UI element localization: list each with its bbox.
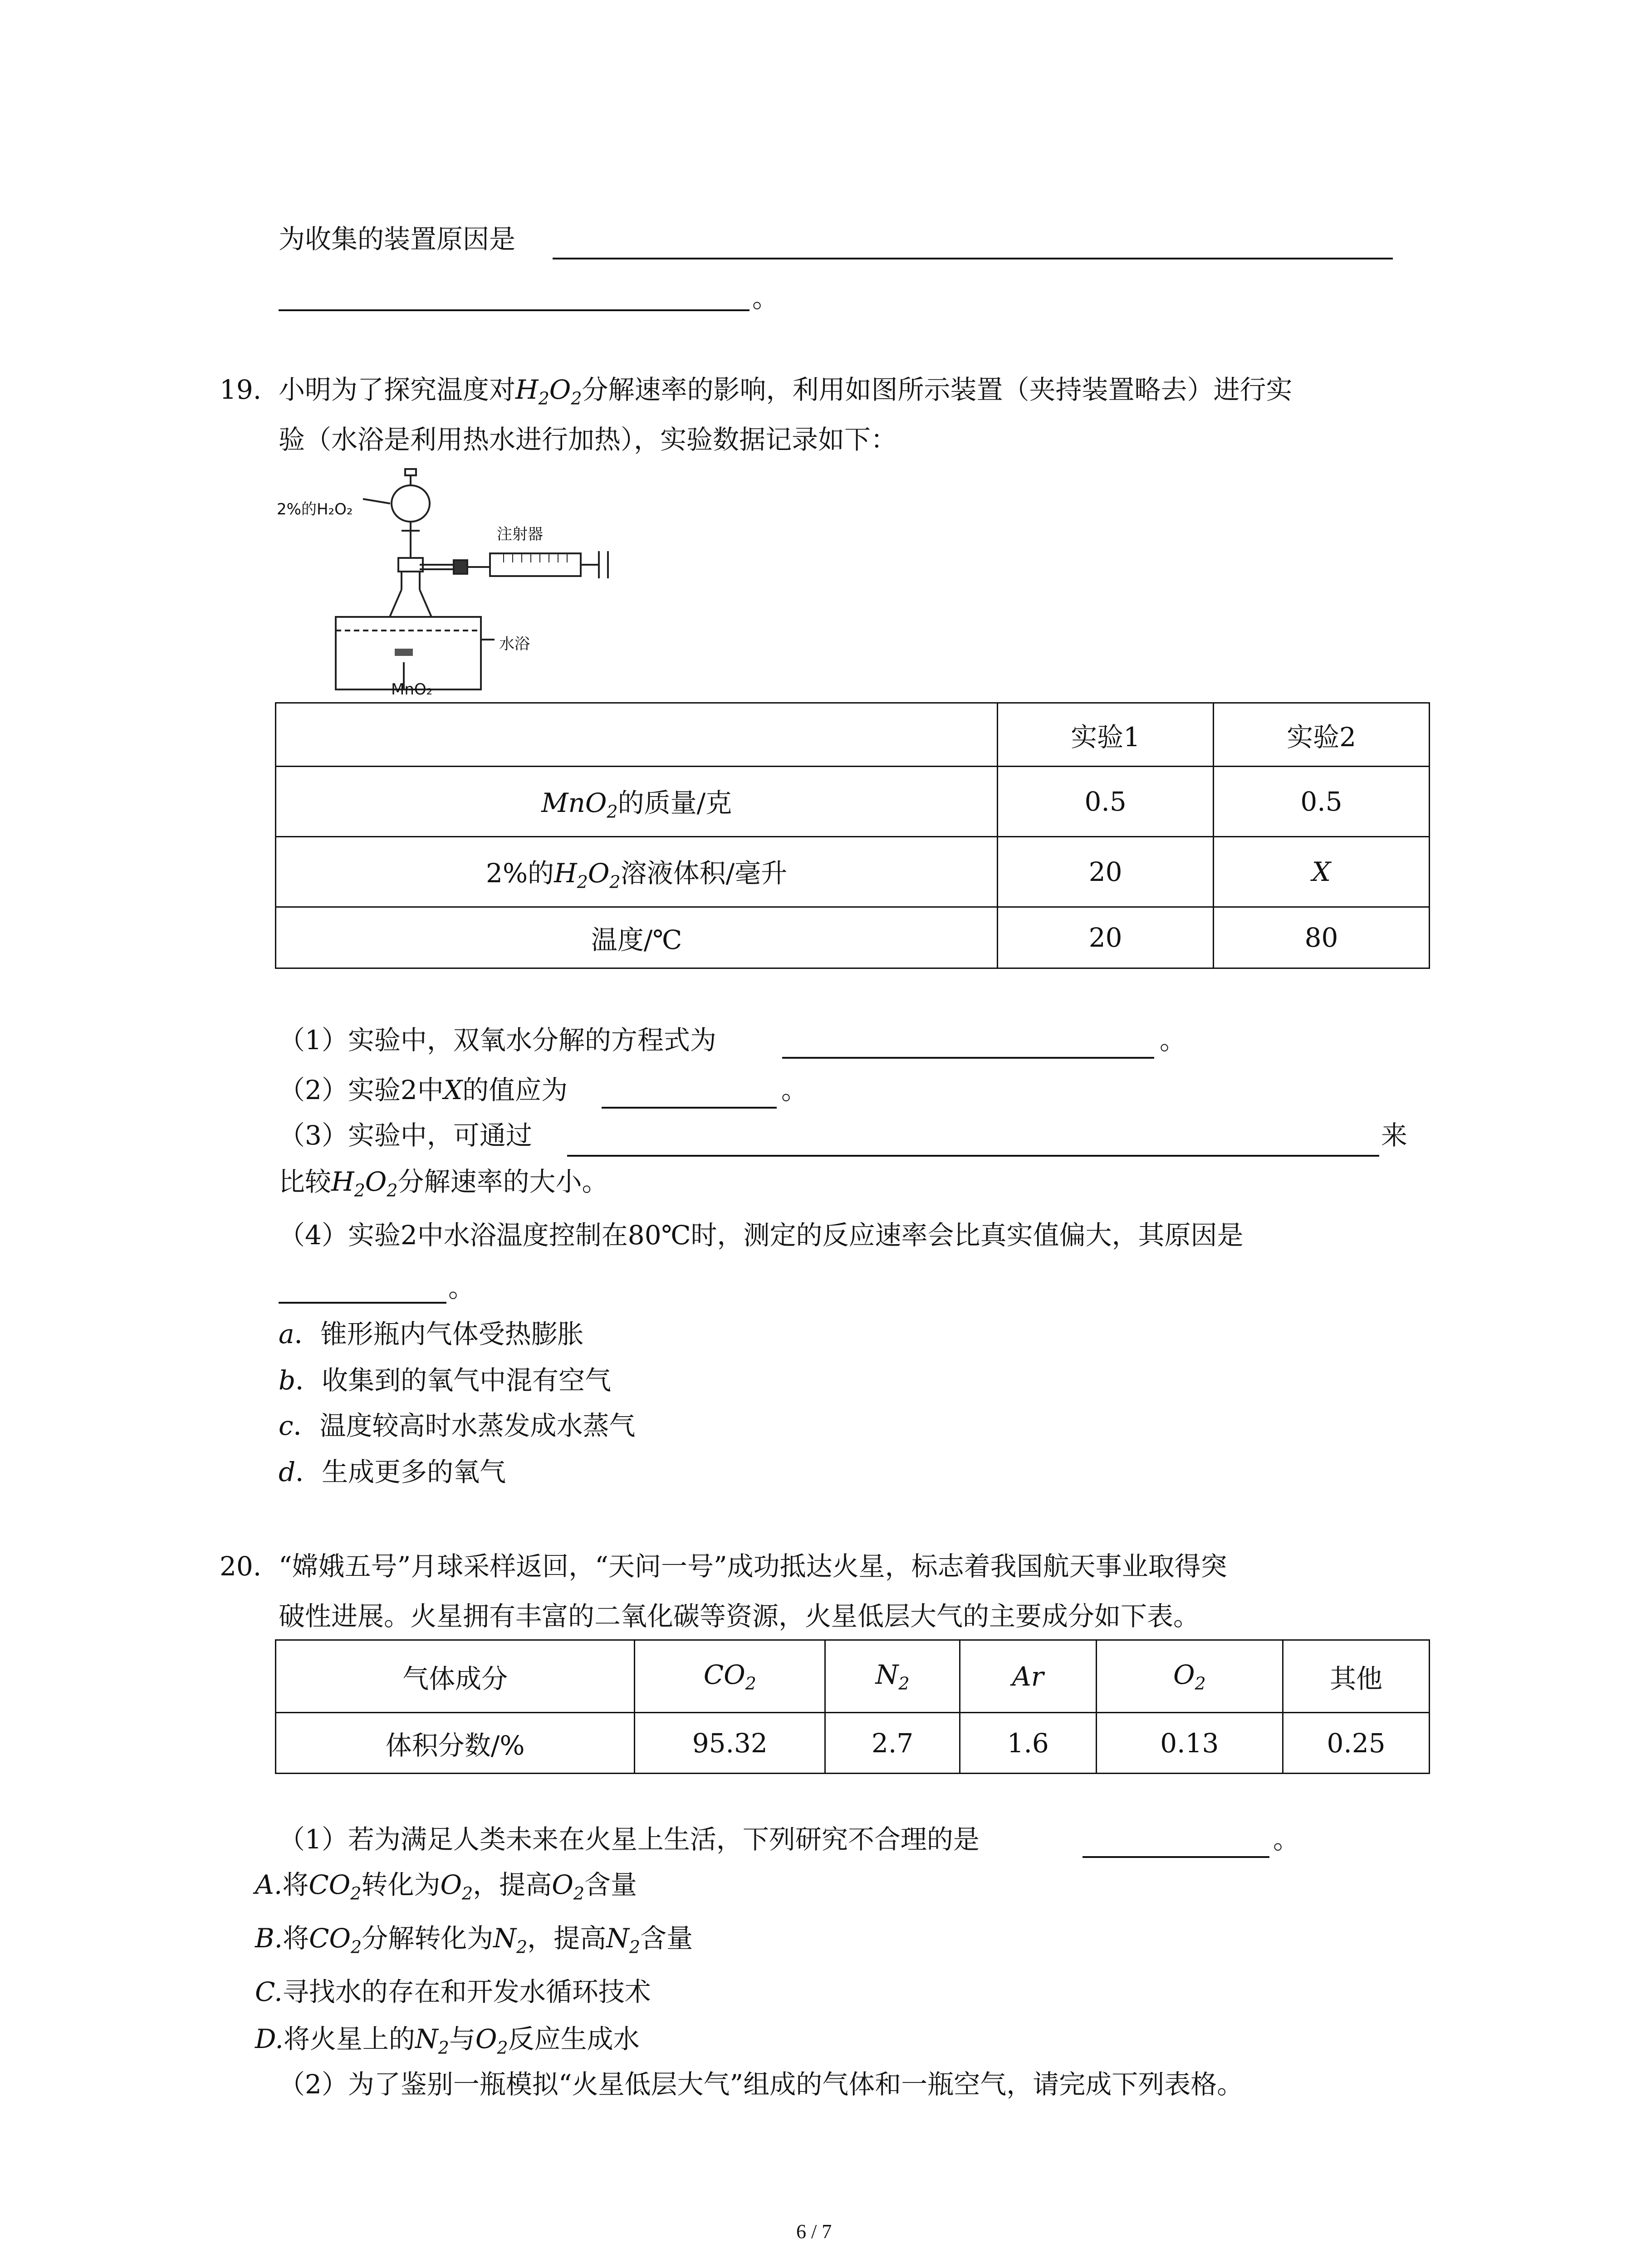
option-d: d．生成更多的氧气 — [279, 1457, 506, 1487]
q19-sub4-end: 。 — [448, 1272, 475, 1303]
page-number: 6 / 7 — [796, 2220, 832, 2243]
q19-sub1-end: 。 — [1160, 1025, 1186, 1056]
table-row-label: 温度/℃ — [276, 907, 998, 968]
table-header-cell: 实验2 — [1214, 703, 1430, 767]
var-x: X — [443, 1075, 463, 1105]
q19-sub4: （4）实验2中水浴温度控制在80℃时，测定的反应速率会比真实值偏大，其原因是 — [279, 1220, 1244, 1251]
formula-h2o2: $H_2O_2$ — [331, 1166, 398, 1201]
table-cell: 20 — [998, 907, 1214, 968]
option-c: c．温度较高时水蒸发成水蒸气 — [279, 1410, 636, 1441]
answer-blank-q18-b[interactable] — [279, 309, 749, 311]
q19-data-table — [275, 702, 1430, 969]
answer-blank-q19-1[interactable] — [782, 1057, 1154, 1059]
table-row-label: 2%的$H_2O_2$溶液体积/毫升 — [276, 837, 998, 907]
q20-sub1: （1）若为满足人类未来在火星上生活，下列研究不合理的是 — [279, 1824, 980, 1855]
table-cell: 95.32 — [635, 1713, 825, 1774]
option-b: b．收集到的氧气中混有空气 — [279, 1365, 612, 1396]
table-cell: 0.5 — [1214, 767, 1430, 837]
table-header-row — [276, 703, 1430, 767]
table-row — [276, 837, 1430, 907]
table-cell: 20 — [998, 837, 1214, 907]
table-cell: 0.13 — [1096, 1713, 1283, 1774]
label-syringe: 注射器 — [497, 525, 543, 543]
table-cell: 0.25 — [1283, 1713, 1430, 1774]
table-header-row — [276, 1640, 1430, 1713]
table-header-cell: $O_2$ — [1096, 1640, 1283, 1713]
table-cell: 1.6 — [960, 1713, 1096, 1774]
q20-sub1-end: 。 — [1273, 1824, 1300, 1855]
q19-sub3-end: 来 — [1381, 1120, 1408, 1151]
table-row — [276, 907, 1430, 968]
q19-number: 19. — [220, 374, 262, 405]
q18-end-mark: 。 — [752, 283, 779, 313]
q19-sub3-line2: 比较$H_2O_2$分解速率的大小。 — [279, 1166, 608, 1201]
choice-d: D.将火星上的$N_2$与$O_2$反应生成水 — [255, 2024, 640, 2058]
table-row — [276, 1713, 1430, 1774]
q20-sub2: （2）为了鉴别一瓶模拟“火星低层大气”组成的气体和一瓶空气，请完成下列表格。 — [279, 2069, 1244, 2100]
q18-tail-line1: 为收集的装置原因是 — [279, 224, 516, 254]
q19-sub2-end: 。 — [781, 1075, 808, 1105]
q19-sub3: （3）实验中，可通过 — [279, 1120, 532, 1151]
table-cell: 2.7 — [825, 1713, 960, 1774]
label-h2o2: 2%的H₂O₂ — [277, 500, 353, 518]
q20-stem-line1: “嫦娥五号”月球采样返回，“天问一号”成功抵达火星，标志着我国航天事业取得突 — [279, 1551, 1227, 1582]
choice-b: B.将$CO_2$分解转化为$N_2$，提高$N_2$含量 — [255, 1923, 693, 1957]
answer-blank-q19-3[interactable] — [567, 1155, 1379, 1157]
table-header-cell — [276, 703, 998, 767]
formula-mno2: MnO$_2$ — [541, 787, 618, 822]
answer-blank-q19-4[interactable] — [279, 1302, 446, 1304]
answer-blank-q19-2[interactable] — [602, 1107, 777, 1109]
choice-a: A.将$CO_2$转化为$O_2$，提高$O_2$含量 — [255, 1869, 637, 1904]
table-header-cell: $N_2$ — [825, 1640, 960, 1713]
choice-c: C.寻找水的存在和开发水循环技术 — [255, 1976, 651, 2007]
table-header-cell: Ar — [960, 1640, 1096, 1713]
table-row-label: 体积分数/% — [276, 1713, 635, 1774]
label-mno2: MnO₂ — [391, 680, 433, 699]
q20-stem-line2: 破性进展。火星拥有丰富的二氧化碳等资源，火星低层大气的主要成分如下表。 — [279, 1601, 1200, 1632]
q19-stem-line1: 小明为了探究温度对$H_2O_2$分解速率的影响，利用如图所示装置（夹持装置略去）进行实 — [279, 374, 1293, 409]
table-cell: X — [1214, 837, 1430, 907]
answer-blank-q20-1[interactable] — [1083, 1856, 1269, 1858]
table-header-cell: 实验1 — [998, 703, 1214, 767]
table-row — [276, 767, 1430, 837]
label-water-bath: 水浴 — [499, 635, 530, 653]
q20-atmosphere-table — [275, 1639, 1430, 1774]
q19-sub1: （1）实验中，双氧水分解的方程式为 — [279, 1025, 716, 1056]
table-header-cell: 气体成分 — [276, 1640, 635, 1713]
table-header-cell: $CO_2$ — [635, 1640, 825, 1713]
formula-h2o2: $H_2O_2$ — [515, 374, 582, 409]
option-a: a．锥形瓶内气体受热膨胀 — [279, 1319, 584, 1349]
table-header-cell: 其他 — [1283, 1640, 1430, 1713]
table-row-label: MnO$_2$的质量/克 — [276, 767, 998, 837]
table-cell: 80 — [1214, 907, 1430, 968]
table-cell: 0.5 — [998, 767, 1214, 837]
formula-h2o2: $H_2O_2$ — [554, 857, 621, 892]
answer-blank-q18-a[interactable] — [553, 258, 1393, 259]
q19-stem-line2: 验（水浴是利用热水进行加热），实验数据记录如下： — [279, 424, 897, 455]
q19-sub2: （2）实验2中X的值应为 — [279, 1075, 568, 1105]
q20-number: 20. — [220, 1551, 262, 1582]
